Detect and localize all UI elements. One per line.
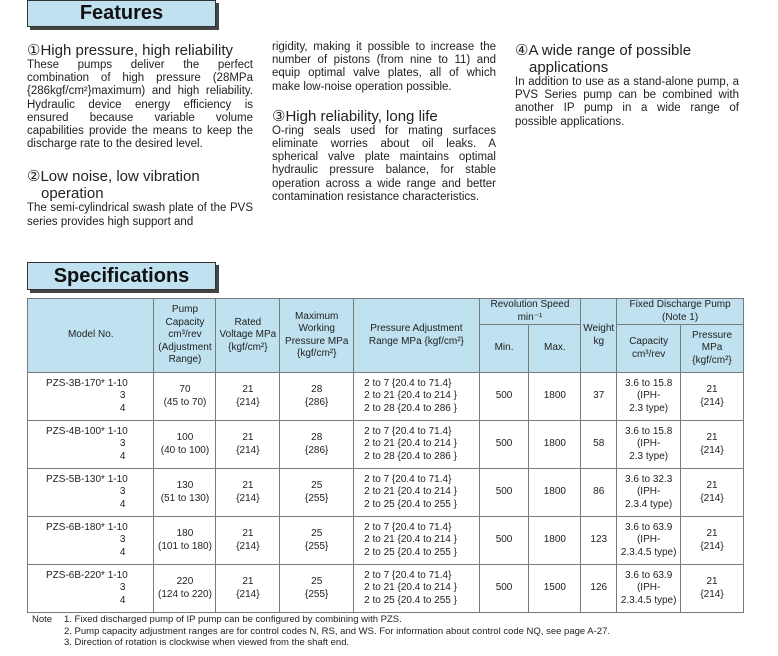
cell-max-speed: 1800	[529, 373, 581, 421]
header-min: Min.	[479, 325, 529, 373]
feature-3-title: ③High reliability, long life	[272, 107, 438, 125]
features-heading: Features	[27, 0, 216, 27]
cell-fixed-pressure: 21 {214}	[681, 421, 744, 469]
cell-rated: 21 {214}	[216, 469, 280, 517]
cell-model: PZS-4B-100* 1-10 3 4	[28, 421, 154, 469]
cell-max-pressure: 25 {255}	[280, 517, 354, 565]
note-3: 3. Direction of rotation is clockwise when viewed from the shaft end.	[64, 637, 350, 648]
features-column-3	[515, 42, 739, 129]
cell-fixed-pressure: 21 {214}	[681, 469, 744, 517]
table-row	[28, 373, 744, 421]
cell-max-speed: 1500	[529, 565, 581, 613]
cell-max-pressure: 28 {286}	[280, 421, 354, 469]
header-fixed-capacity: Capacity cm³/rev	[617, 325, 681, 373]
cell-weight: 123	[581, 517, 617, 565]
cell-model: PZS-3B-170* 1-10 3 4	[28, 373, 154, 421]
header-model: Model No.	[28, 299, 154, 373]
table-row	[28, 517, 744, 565]
features-column-2	[272, 41, 496, 204]
feature-4-body: In addition to use as a stand-alone pump, a PVS Series pump can be combined with another IP pump in a wide range of possible applications.	[515, 76, 739, 128]
cell-fixed-pressure: 21 {214}	[681, 517, 744, 565]
cell-capacity: 70 (45 to 70)	[154, 373, 216, 421]
cell-max-speed: 1800	[529, 469, 581, 517]
cell-rated: 21 {214}	[216, 517, 280, 565]
cell-fixed-capacity: 3.6 to 63.9 (IPH- 2.3.4.5 type)	[617, 517, 681, 565]
cell-rated: 21 {214}	[216, 565, 280, 613]
header-capacity: Pump Capacity cm³/rev (Adjustment Range)	[154, 299, 216, 373]
cell-fixed-capacity: 3.6 to 32.3 (IPH- 2.3.4 type)	[617, 469, 681, 517]
cell-weight: 37	[581, 373, 617, 421]
specifications-heading: Specifications	[27, 262, 216, 290]
features-column-1	[27, 42, 253, 229]
table-row	[28, 421, 744, 469]
cell-weight: 58	[581, 421, 617, 469]
cell-pressure-range: 2 to 7 {20.4 to 71.4} 2 to 21 {20.4 to 214 } 2 to 25 {20.4 to 255 }	[354, 565, 480, 613]
cell-max-speed: 1800	[529, 517, 581, 565]
cell-capacity: 100 (40 to 100)	[154, 421, 216, 469]
note-2: 2. Pump capacity adjustment ranges are for control codes N, RS, and WS. For information about control code NQ, see page A-27.	[64, 625, 610, 637]
table-row	[28, 469, 744, 517]
cell-pressure-range: 2 to 7 {20.4 to 71.4} 2 to 21 {20.4 to 214 } 2 to 28 {20.4 to 286 }	[354, 421, 480, 469]
cell-fixed-capacity: 3.6 to 15.8 (IPH- 2.3 type)	[617, 373, 681, 421]
header-max-pressure: Maximum Working Pressure MPa {kgf/cm²}	[280, 299, 354, 373]
cell-capacity: 130 (51 to 130)	[154, 469, 216, 517]
feature-2-body-start: The semi-cylindrical swash plate of the PVS series provides high support and	[27, 202, 253, 228]
feature-1-body: These pumps deliver the perfect combination of high pressure (28MPa {286kgf/cm²}maximum) and high reliability. Hydraulic device energy efficiency is ensured because variable volume capabilities provide the means to keep the discharge rate to the desired level.	[27, 59, 253, 151]
cell-model: PZS-6B-180* 1-10 3 4	[28, 517, 154, 565]
cell-pressure-range: 2 to 7 {20.4 to 71.4} 2 to 21 {20.4 to 214 } 2 to 25 {20.4 to 255 }	[354, 469, 480, 517]
header-fixed-pressure: Pressure MPa {kgf/cm²}	[681, 325, 744, 373]
feature-4-title: ④A wide range of possible applications	[515, 42, 692, 76]
cell-min-speed: 500	[479, 421, 529, 469]
cell-fixed-capacity: 3.6 to 15.8 (IPH- 2.3 type)	[617, 421, 681, 469]
cell-min-speed: 500	[479, 469, 529, 517]
cell-max-speed: 1800	[529, 421, 581, 469]
cell-weight: 126	[581, 565, 617, 613]
cell-pressure-range: 2 to 7 {20.4 to 71.4} 2 to 21 {20.4 to 214 } 2 to 25 {20.4 to 255 }	[354, 517, 480, 565]
cell-min-speed: 500	[479, 373, 529, 421]
cell-fixed-pressure: 21 {214}	[681, 373, 744, 421]
header-revolution: Revolution Speed min⁻¹	[479, 299, 581, 325]
cell-capacity: 220 (124 to 220)	[154, 565, 216, 613]
header-rated: Rated Voltage MPa {kgf/cm²}	[216, 299, 280, 373]
cell-capacity: 180 (101 to 180)	[154, 517, 216, 565]
feature-2-title: ②Low noise, low vibration operation	[27, 168, 200, 203]
cell-rated: 21 {214}	[216, 373, 280, 421]
cell-min-speed: 500	[479, 517, 529, 565]
feature-1-title: ①High pressure, high reliability	[27, 42, 234, 59]
cell-weight: 86	[581, 469, 617, 517]
cell-model: PZS-6B-220* 1-10 3 4	[28, 565, 154, 613]
header-weight: Weight kg	[581, 299, 617, 373]
note-1: 1. Fixed discharged pump of IP pump can be configured by combining with PZS.	[64, 614, 402, 625]
cell-max-pressure: 25 {255}	[280, 565, 354, 613]
table-row	[28, 565, 744, 613]
header-pressure-adjustment: Pressure Adjustment Range MPa {kgf/cm²}	[354, 299, 480, 373]
cell-max-pressure: 28 {286}	[280, 373, 354, 421]
cell-model: PZS-5B-130* 1-10 3 4	[28, 469, 154, 517]
cell-min-speed: 500	[479, 565, 529, 613]
cell-fixed-capacity: 3.6 to 63.9 (IPH- 2.3.4.5 type)	[617, 565, 681, 613]
cell-max-pressure: 25 {255}	[280, 469, 354, 517]
header-max: Max.	[529, 325, 581, 373]
notes	[32, 614, 610, 649]
specifications-table	[27, 298, 744, 613]
feature-3-body: O-ring seals used for mating surfaces eliminate worries about oil leaks. A spherical valve plate maintains optimal hydraulic pressure balance, for stable operation across a wide range and better contamination resistance characteristics.	[272, 124, 496, 203]
header-fixed-pump: Fixed Discharge Pump (Note 1)	[617, 299, 744, 325]
cell-pressure-range: 2 to 7 {20.4 to 71.4} 2 to 21 {20.4 to 214 } 2 to 28 {20.4 to 286 }	[354, 373, 480, 421]
feature-2-body-end: rigidity, making it possible to increase the number of pistons (from nine to 11) and equip optimal valve plates, all of which make low-noise operation possible.	[272, 41, 496, 93]
cell-rated: 21 {214}	[216, 421, 280, 469]
notes-label: Note	[32, 614, 53, 625]
cell-fixed-pressure: 21 {214}	[681, 565, 744, 613]
